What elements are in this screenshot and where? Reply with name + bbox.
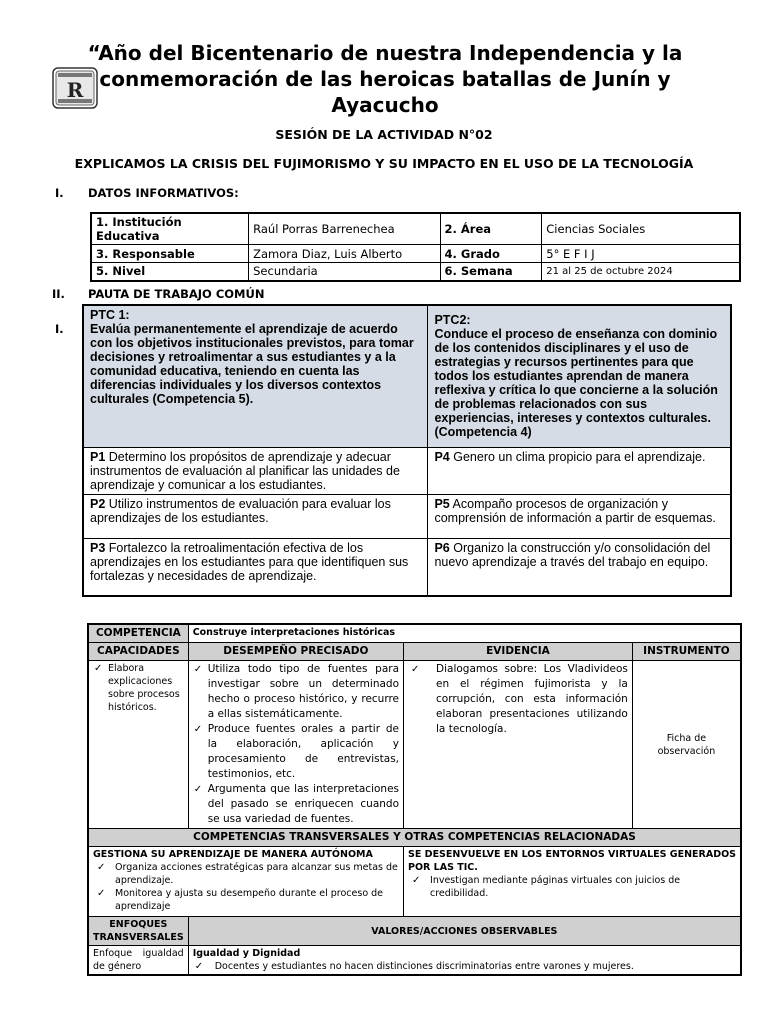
table-row — [91, 213, 740, 245]
pauta-table — [82, 304, 732, 597]
datos-table — [90, 212, 741, 282]
valores-header: VALORES/ACCIONES OBSERVABLES — [188, 917, 741, 946]
list-item — [193, 662, 399, 722]
ptc1-title: PTC 1: — [90, 308, 130, 322]
tic-text: Investigan mediante páginas virtuales con juicios de credibilidad. — [430, 875, 681, 899]
enfoques-header: ENFOQUES TRANSVERSALES — [88, 917, 188, 946]
check-icon: ✓ — [193, 664, 203, 675]
item-code: P6 — [434, 540, 450, 555]
pauta-item — [83, 447, 428, 494]
activity-title: EXPLICAMOS LA CRISIS DEL FUJIMORISMO Y SU IMPACTO EN EL USO DE LA TECNOLOGÍA — [74, 156, 694, 171]
list-item — [193, 782, 399, 827]
logo-letter: R — [66, 78, 84, 102]
section1-title: DATOS INFORMATIVOS: — [88, 186, 239, 200]
datos-value: 5° E F I J — [542, 245, 740, 263]
datos-label: 6. Semana — [440, 263, 542, 281]
desempeno-text: Argumenta que las interpretaciones del pasado se enriquecen cuando se usa variedad de fuentes. — [207, 783, 400, 825]
check-icon: ✓ — [97, 888, 106, 899]
table-row — [83, 494, 731, 538]
desempeno-cell — [188, 661, 403, 829]
table-row — [91, 263, 740, 281]
check-icon: ✓ — [411, 664, 420, 675]
check-icon: ✓ — [412, 875, 421, 886]
item-code: P2 — [90, 496, 106, 511]
table-row — [83, 305, 731, 447]
ptc1-text: Evalúa permanentemente el aprendizaje de acuerdo con los objetivos institucionales previstos, para tomar decisiones y retroalimentar a sus estudiantes y a la comunidad educativa, teniendo en cuenta las diferencias individuales y los diversos contextos culturales (Competencia 5). — [90, 322, 414, 406]
header-instrumento: INSTRUMENTO — [632, 643, 741, 661]
tic-cell — [404, 847, 741, 917]
pauta-item — [83, 494, 428, 538]
section2-number: II. — [52, 287, 65, 301]
item-text: Fortalezco la retroalimentación efectiva de los aprendizajes en los estudiantes para que identifiquen sus fortalezas y necesidades de aprendizaje. — [90, 540, 409, 583]
desempeno-text: Utiliza todo tipo de fuentes para investigar sobre un determinado hecho o proceso histórico, y recurre a ellas sistemáticamente. — [207, 663, 400, 720]
session-title: SESIÓN DE LA ACTIVIDAD N°02 — [275, 127, 493, 142]
capacidad-text: Elabora explicaciones sobre procesos históricos. — [108, 663, 180, 713]
item-code: P1 — [90, 449, 106, 464]
capacidad-cell — [88, 661, 188, 829]
item-code: P4 — [434, 449, 450, 464]
table-row — [88, 643, 741, 661]
ptc2-cell — [428, 305, 731, 447]
table-row — [83, 447, 731, 494]
section1-number: I. — [55, 186, 64, 200]
gestiona-text: Organiza acciones estratégicas para alcanzar sus metas de aprendizaje. — [115, 862, 398, 886]
pauta-item — [428, 447, 731, 494]
check-icon: ✓ — [193, 784, 203, 795]
list-item — [93, 662, 184, 714]
datos-label: 2. Área — [440, 213, 542, 245]
section2-subnumber: I. — [55, 322, 64, 336]
gestiona-text: Monitorea y ajusta su desempeño durante el proceso de aprendizaje — [115, 888, 384, 912]
datos-value: Ciencias Sociales — [542, 213, 740, 245]
list-item — [93, 861, 399, 887]
datos-value: Secundaria — [249, 263, 440, 281]
header-evidencia: EVIDENCIA — [404, 643, 633, 661]
table-row — [88, 917, 741, 946]
item-text: Organizo la construcción y/o consolidación del nuevo aprendizaje a través del trabajo en equipo. — [434, 540, 711, 569]
header-title: “Año del Bicentenario de nuestra Independencia y la conmemoración de las heroicas batallas de Junín y Ayacucho — [87, 41, 683, 117]
gestiona-cell — [88, 847, 404, 917]
datos-label: 3. Responsable — [91, 245, 249, 263]
item-code: P3 — [90, 540, 106, 555]
datos-value: Raúl Porras Barrenechea — [249, 213, 440, 245]
gestiona-title: GESTIONA SU APRENDIZAJE DE MANERA AUTÓNOMA — [93, 849, 373, 860]
table-row — [88, 624, 741, 643]
table-row — [88, 946, 741, 976]
evidencia-text: Dialogamos sobre: Los Vladivideos en el régimen fujimorista y la corrupción, con esta información elaboran presentaciones utilizando la tecnología. — [436, 663, 628, 735]
datos-label: 1. Institución Educativa — [91, 213, 249, 245]
ptc2-text: Conduce el proceso de enseñanza con dominio de los contenidos disciplinares y el uso de estrategias y recursos pertinentes para que todos los estudiantes aprendan de manera reflexiva y crítica lo que concierne a la solución de problemas relacionados con sus experiencias, intereses y contextos culturales. (Competencia 4) — [434, 327, 718, 439]
list-item — [408, 874, 736, 900]
check-icon: ✓ — [94, 663, 103, 674]
enfoque-cell: Enfoque igualdad de género — [88, 946, 188, 976]
competencia-table — [87, 623, 742, 976]
section2-title: PAUTA DE TRABAJO COMÚN — [88, 287, 265, 301]
desempeno-text: Produce fuentes orales a partir de la elaboración, aplicación y procesamiento de entrevistas, testimonios, etc. — [207, 723, 400, 780]
datos-value: 21 al 25 de octubre 2024 — [542, 263, 740, 281]
valor-text: Docentes y estudiantes no hacen distinciones discriminatorias entre varones y mujeres. — [214, 961, 634, 972]
competencia-value: Construye interpretaciones históricas — [188, 624, 741, 643]
list-item — [193, 960, 736, 973]
table-row — [88, 829, 741, 847]
ptc1-cell — [83, 305, 428, 447]
datos-value: Zamora Diaz, Luis Alberto — [249, 245, 440, 263]
item-code: P5 — [434, 496, 450, 511]
item-text: Determino los propósitos de aprendizaje y adecuar instrumentos de evaluación al planificar las unidades de aprendizaje y comunicar a los estudiantes. — [90, 449, 400, 492]
datos-label: 5. Nivel — [91, 263, 249, 281]
header-capacidades: CAPACIDADES — [88, 643, 188, 661]
evidencia-cell — [404, 661, 633, 829]
competencia-label: COMPETENCIA — [88, 624, 188, 643]
table-row — [88, 847, 741, 917]
header-desempeno: DESEMPEÑO PRECISADO — [188, 643, 403, 661]
valor-title: Igualdad y Dignidad — [192, 948, 301, 959]
pauta-item — [428, 494, 731, 538]
table-row — [88, 661, 741, 829]
valores-cell — [188, 946, 741, 976]
check-icon: ✓ — [193, 724, 203, 735]
list-item — [408, 662, 628, 737]
pauta-item — [428, 538, 731, 596]
item-text: Genero un clima propicio para el aprendizaje. — [453, 449, 706, 464]
item-text: Acompaño procesos de organización y comprensión de información a partir de esquemas. — [434, 496, 716, 525]
check-icon: ✓ — [97, 862, 106, 873]
list-item — [193, 722, 399, 782]
tic-title: SE DESENVUELVE EN LOS ENTORNOS VIRTUALES GENERADOS POR LAS TIC. — [408, 849, 736, 873]
datos-label: 4. Grado — [440, 245, 542, 263]
table-row — [91, 245, 740, 263]
check-icon: ✓ — [194, 961, 204, 972]
list-item — [93, 887, 399, 913]
item-text: Utilizo instrumentos de evaluación para evaluar los aprendizajes de los estudiantes. — [90, 496, 391, 525]
table-row — [83, 538, 731, 596]
ptc2-title: PTC2: — [434, 313, 471, 327]
transversales-header: COMPETENCIAS TRANSVERSALES Y OTRAS COMPETENCIAS RELACIONADAS — [88, 829, 741, 847]
instrumento-cell: Ficha de observación — [632, 661, 741, 829]
pauta-item — [83, 538, 428, 596]
